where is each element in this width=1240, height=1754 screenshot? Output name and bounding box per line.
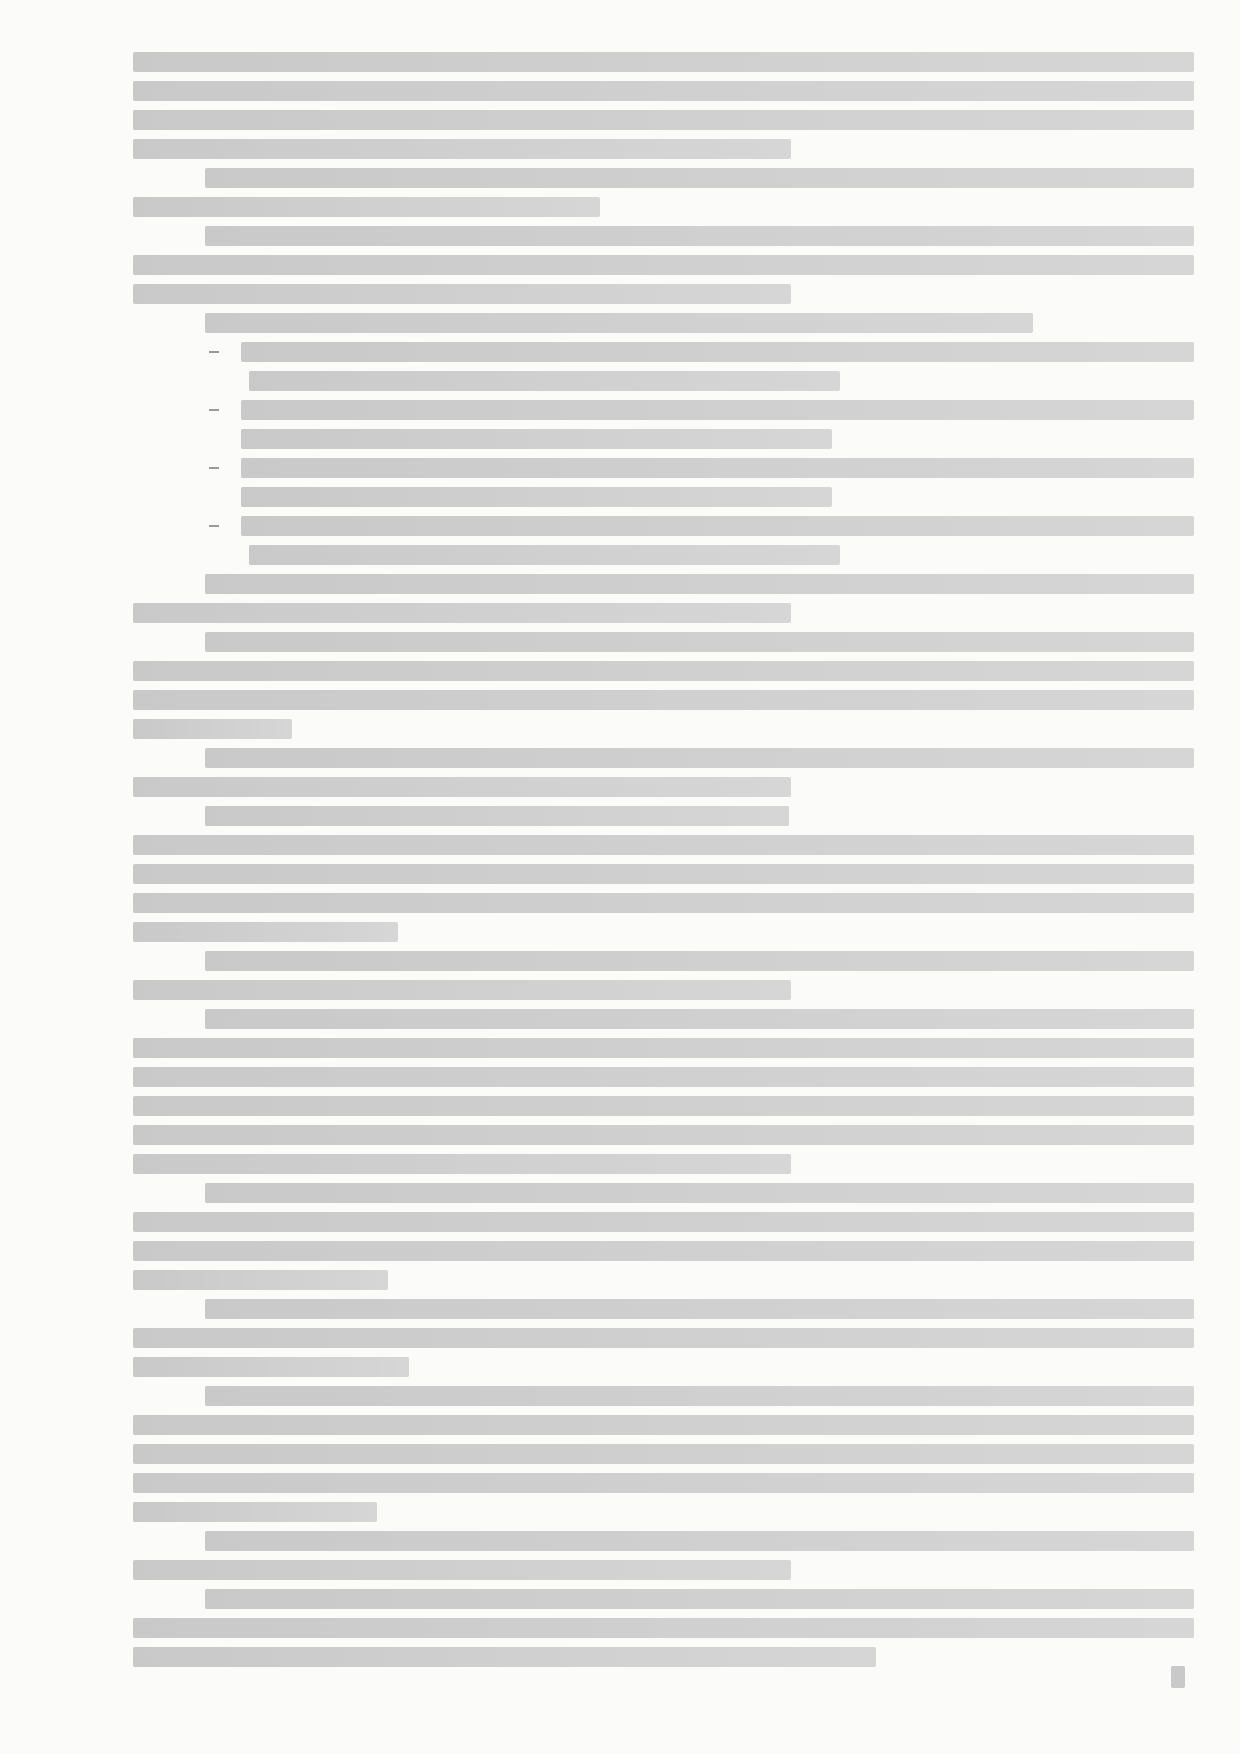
paragraph xyxy=(133,168,1194,217)
paragraph xyxy=(133,313,1194,333)
paragraph xyxy=(133,748,1194,797)
paragraph xyxy=(133,1386,1194,1522)
bullet-dash-icon xyxy=(205,516,225,536)
paragraph xyxy=(133,1183,1194,1290)
bullet-dash-icon xyxy=(205,342,225,362)
paragraph xyxy=(133,1009,1194,1174)
list-item xyxy=(133,342,1194,400)
document-body xyxy=(133,52,1194,1676)
fuel-consumption-list xyxy=(133,342,1194,574)
list-item xyxy=(133,458,1194,516)
paragraph xyxy=(133,1531,1194,1580)
paragraph xyxy=(133,1299,1194,1377)
paragraph xyxy=(133,1589,1194,1667)
paragraph xyxy=(133,951,1194,1000)
list-item xyxy=(133,400,1194,458)
paragraph xyxy=(133,574,1194,623)
paragraph xyxy=(133,806,1194,942)
bullet-dash-icon xyxy=(205,400,225,420)
paragraph xyxy=(133,226,1194,304)
page-number xyxy=(1171,1666,1185,1688)
bullet-dash-icon xyxy=(205,458,225,478)
paragraph xyxy=(133,632,1194,739)
paragraph xyxy=(133,52,1194,159)
list-item xyxy=(133,516,1194,574)
